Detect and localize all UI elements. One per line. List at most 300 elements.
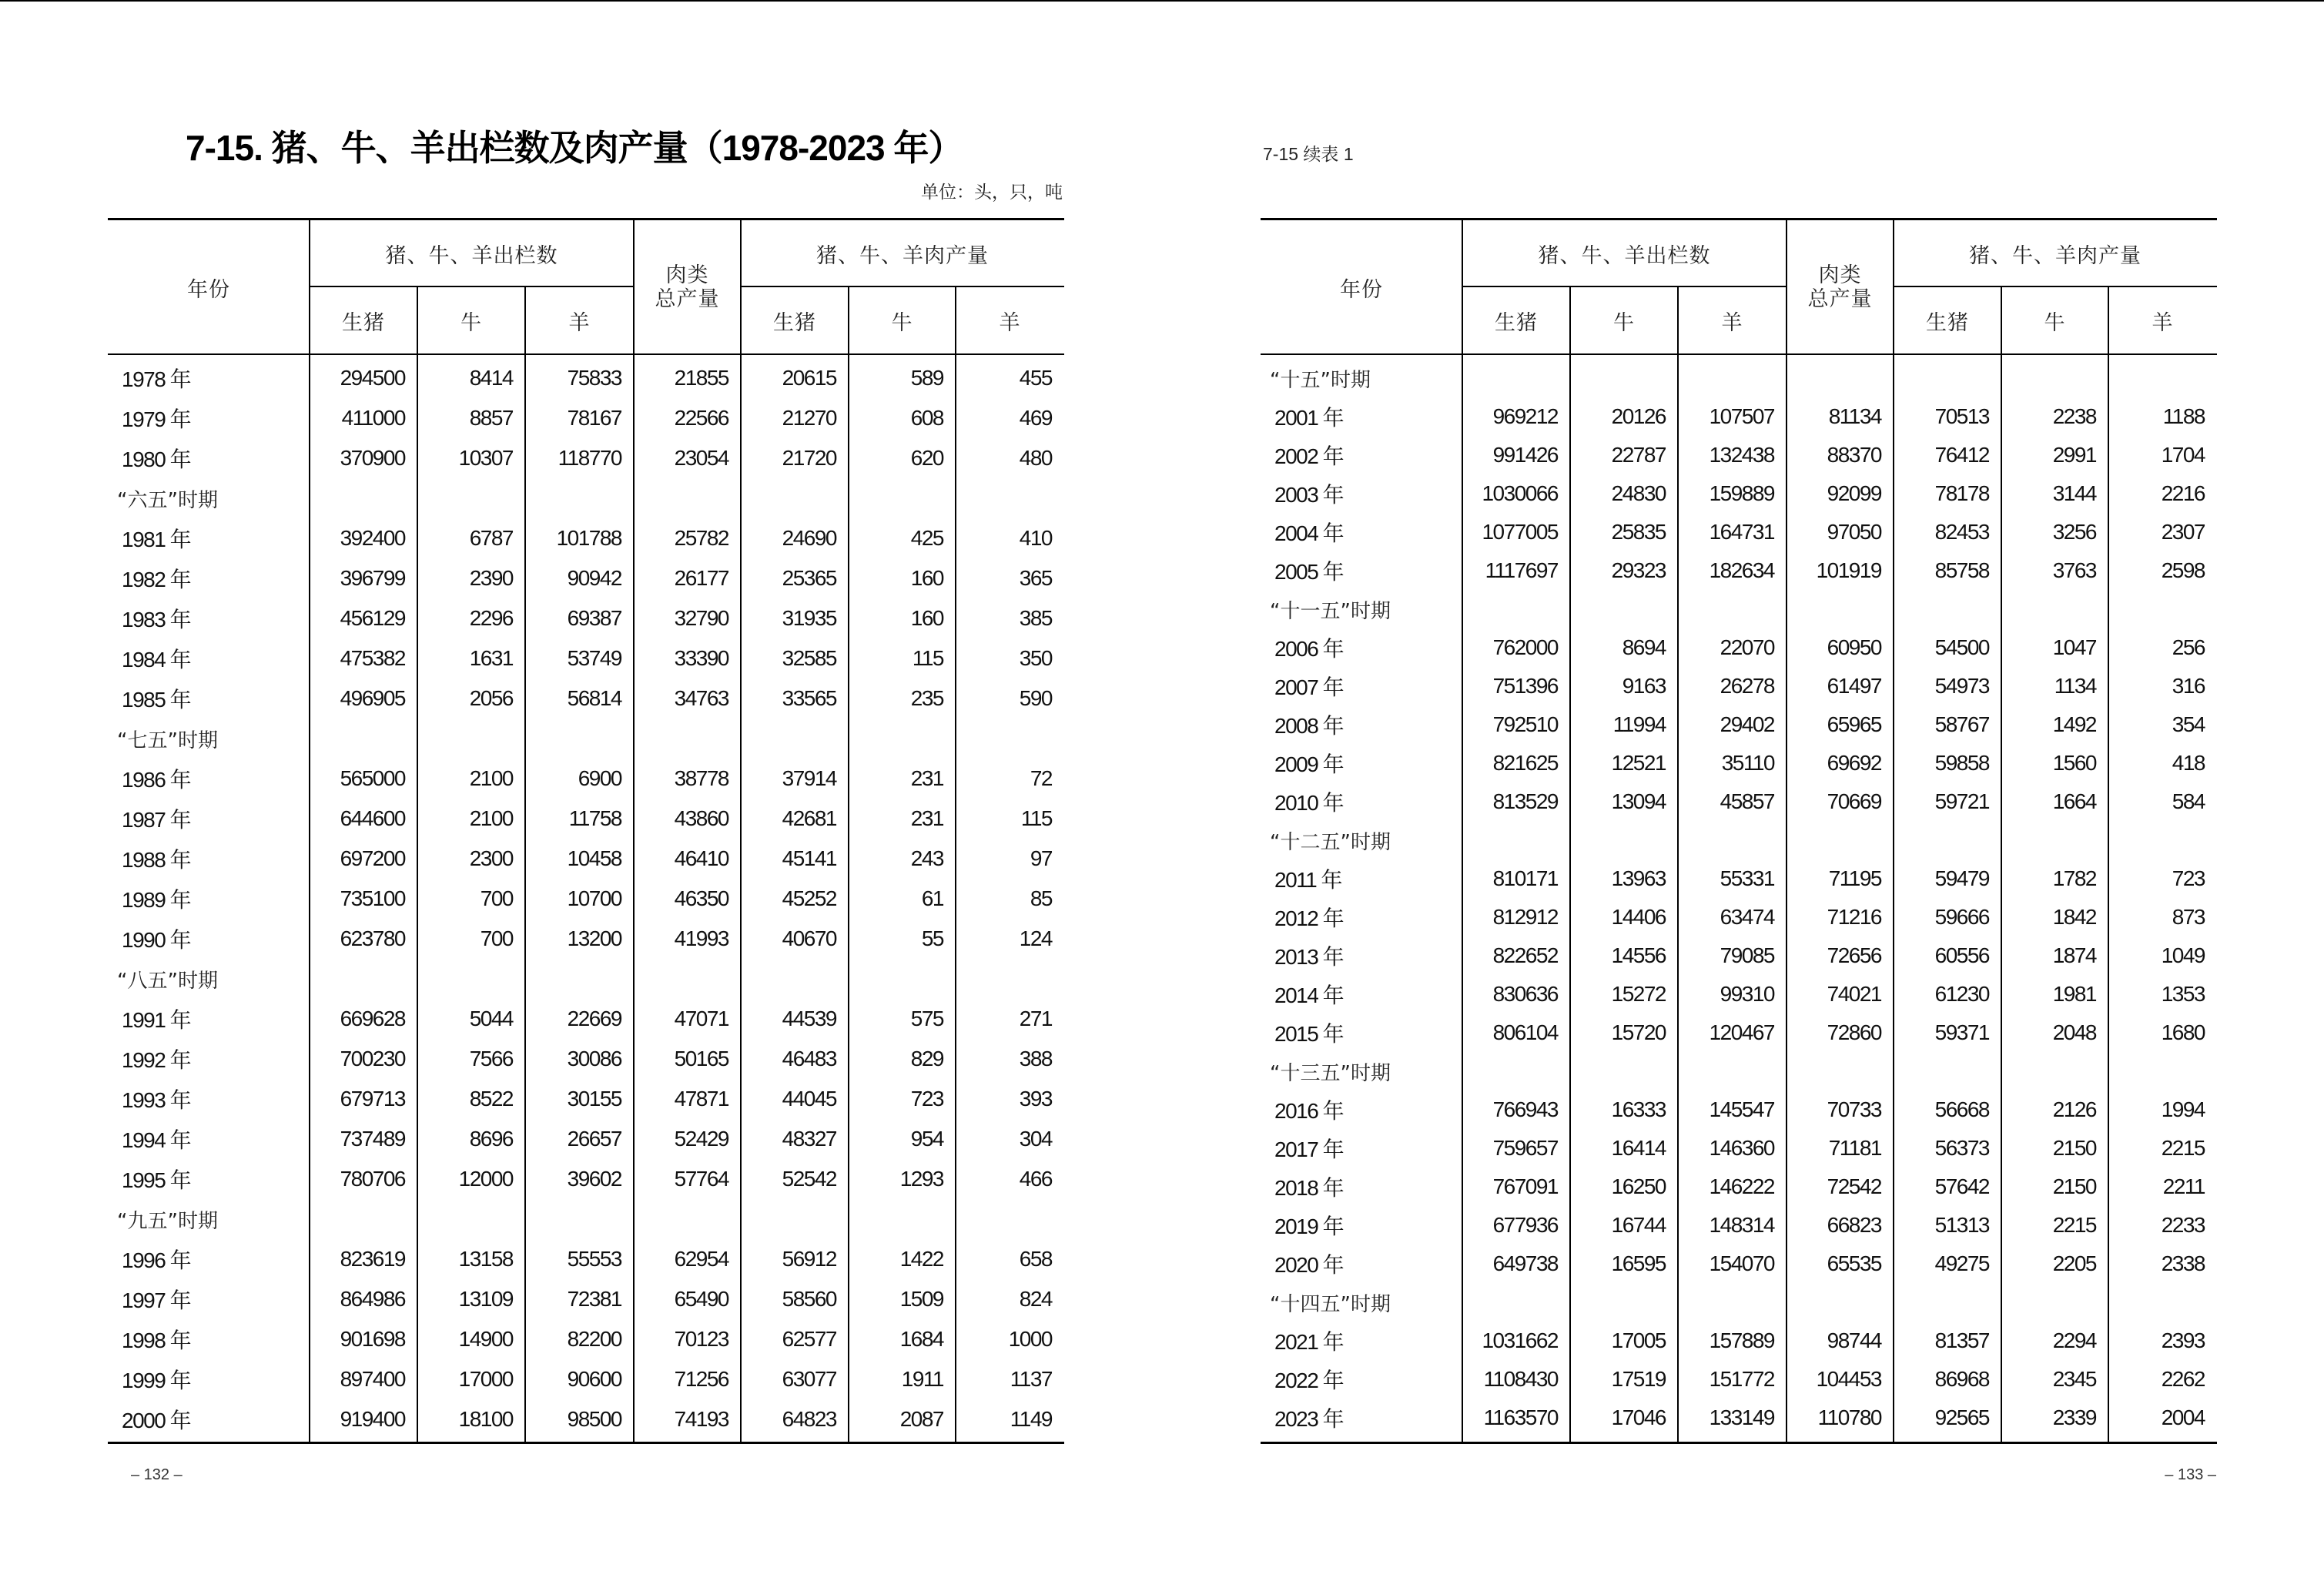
beef-output-cell: 829 xyxy=(910,1047,943,1070)
pork-output-cell: 62577 xyxy=(782,1327,836,1351)
total-meat-output-cell: 22566 xyxy=(674,406,728,430)
year-cell: 1985 年 xyxy=(122,688,191,712)
page-number: – 133 – xyxy=(2165,1466,2216,1483)
sheep-slaughtered-cell: 30155 xyxy=(567,1087,621,1111)
year-cell: 1982 年 xyxy=(122,568,191,591)
mutton-output-cell: 658 xyxy=(1019,1247,1052,1271)
table-row xyxy=(1261,898,2217,936)
pig-slaughtered-cell: 700230 xyxy=(340,1047,405,1070)
header-sheep: 羊 xyxy=(1721,310,1743,335)
mutton-output-cell: 1680 xyxy=(2161,1020,2205,1044)
statistics-table-continued xyxy=(1261,218,2217,1444)
pork-output-cell: 44045 xyxy=(782,1087,836,1111)
pork-output-cell: 54973 xyxy=(1934,674,1989,698)
beef-output-cell: 2205 xyxy=(2052,1251,2096,1275)
total-meat-output-cell: 70669 xyxy=(1827,789,1881,813)
pig-slaughtered-cell: 919400 xyxy=(340,1407,405,1431)
sheep-slaughtered-cell: 26278 xyxy=(1720,674,1774,698)
pork-output-cell: 48327 xyxy=(782,1127,836,1151)
pig-slaughtered-cell: 1108430 xyxy=(1483,1367,1558,1391)
table-row xyxy=(108,598,1064,638)
unit-label: 单位：头，只，吨 xyxy=(921,183,1063,203)
pork-output-cell: 52542 xyxy=(782,1167,836,1191)
pig-slaughtered-cell: 812912 xyxy=(1492,905,1558,929)
mutton-output-cell: 723 xyxy=(2172,866,2205,890)
beef-output-cell: 2238 xyxy=(2052,404,2096,428)
cattle-slaughtered-cell: 13109 xyxy=(458,1287,513,1311)
table-row xyxy=(108,1399,1064,1439)
sheep-slaughtered-cell: 55553 xyxy=(567,1247,621,1271)
beef-output-cell: 1492 xyxy=(2052,712,2096,736)
table-row xyxy=(1261,1168,2217,1206)
sheep-slaughtered-cell: 72381 xyxy=(567,1287,621,1311)
sheep-slaughtered-cell: 159889 xyxy=(1709,481,1774,505)
year-cell: 2000 年 xyxy=(122,1409,191,1432)
year-cell: 2015 年 xyxy=(1274,1022,1344,1046)
year-cell: 1989 年 xyxy=(122,888,191,912)
cattle-slaughtered-cell: 22787 xyxy=(1611,443,1666,467)
mutton-output-cell: 393 xyxy=(1019,1087,1052,1111)
header-year: 年份 xyxy=(187,277,230,302)
pig-slaughtered-cell: 901698 xyxy=(340,1327,405,1351)
year-cell: 1997 年 xyxy=(122,1288,191,1312)
pork-output-cell: 31935 xyxy=(782,606,836,630)
period-label: “八五”时期 xyxy=(117,969,218,993)
sheep-slaughtered-cell: 164731 xyxy=(1709,520,1774,544)
year-cell: 1996 年 xyxy=(122,1248,191,1272)
total-meat-output-cell: 71195 xyxy=(1828,866,1881,890)
pork-output-cell: 40670 xyxy=(782,926,836,950)
sheep-slaughtered-cell: 69387 xyxy=(567,606,621,630)
table-row xyxy=(1261,975,2217,1013)
total-meat-output-cell: 57764 xyxy=(674,1167,728,1191)
table-row xyxy=(1261,436,2217,474)
table-row xyxy=(1261,936,2217,975)
mutton-output-cell: 354 xyxy=(2172,712,2205,736)
pig-slaughtered-cell: 1077005 xyxy=(1482,520,1558,544)
mutton-output-cell: 466 xyxy=(1019,1167,1052,1191)
pork-output-cell: 56912 xyxy=(782,1247,836,1271)
header-total-meat-line2: 总产量 xyxy=(1807,287,1873,311)
mutton-output-cell: 85 xyxy=(1030,886,1052,910)
pork-output-cell: 46483 xyxy=(782,1047,836,1070)
year-cell: 2012 年 xyxy=(1274,906,1344,930)
table-bottom-rule xyxy=(1261,1442,2217,1444)
sheep-slaughtered-cell: 39602 xyxy=(567,1167,621,1191)
pork-output-cell: 54500 xyxy=(1934,635,1989,659)
mutton-output-cell: 2338 xyxy=(2161,1251,2205,1275)
cattle-slaughtered-cell: 17000 xyxy=(458,1367,513,1391)
mutton-output-cell: 256 xyxy=(2172,635,2205,659)
cattle-slaughtered-cell: 11994 xyxy=(1612,712,1666,736)
mutton-output-cell: 271 xyxy=(1019,1007,1052,1030)
beef-output-cell: 2150 xyxy=(2052,1136,2096,1160)
pig-slaughtered-cell: 1163570 xyxy=(1483,1405,1558,1429)
cattle-slaughtered-cell: 7566 xyxy=(469,1047,513,1070)
total-meat-output-cell: 71216 xyxy=(1827,905,1881,929)
cattle-slaughtered-cell: 16414 xyxy=(1611,1136,1666,1160)
table-row xyxy=(1261,859,2217,898)
total-meat-output-cell: 74021 xyxy=(1827,982,1881,1006)
pork-output-cell: 24690 xyxy=(782,526,836,550)
pork-output-cell: 85758 xyxy=(1934,558,1989,582)
beef-output-cell: 2126 xyxy=(2052,1097,2096,1121)
pig-slaughtered-cell: 767091 xyxy=(1492,1174,1558,1198)
pork-output-cell: 45141 xyxy=(782,846,836,870)
pig-slaughtered-cell: 649738 xyxy=(1492,1251,1558,1275)
table-row xyxy=(108,879,1064,919)
table-row xyxy=(1261,551,2217,590)
beef-output-cell: 2991 xyxy=(2052,443,2096,467)
mutton-output-cell: 2216 xyxy=(2161,481,2205,505)
beef-output-cell: 2215 xyxy=(2052,1213,2096,1237)
mutton-output-cell: 590 xyxy=(1019,686,1052,710)
total-meat-output-cell: 81134 xyxy=(1828,404,1881,428)
year-cell: 1984 年 xyxy=(122,648,191,672)
table-title: 7-15. 猪、牛、羊出栏数及肉产量（1978-2023 年） xyxy=(186,128,963,168)
sheep-slaughtered-cell: 79085 xyxy=(1720,943,1774,967)
cattle-slaughtered-cell: 25835 xyxy=(1611,520,1666,544)
table-row xyxy=(108,358,1064,398)
mutton-output-cell: 72 xyxy=(1030,766,1052,790)
table-row xyxy=(108,1159,1064,1199)
year-cell: 2022 年 xyxy=(1274,1369,1344,1392)
beef-output-cell: 1782 xyxy=(2052,866,2096,890)
header-beef: 牛 xyxy=(891,310,913,335)
year-cell: 1983 年 xyxy=(122,608,191,632)
table-row xyxy=(108,759,1064,799)
total-meat-output-cell: 66823 xyxy=(1827,1213,1881,1237)
mutton-output-cell: 1994 xyxy=(2161,1097,2205,1121)
sheep-slaughtered-cell: 11758 xyxy=(568,806,621,830)
pig-slaughtered-cell: 370900 xyxy=(340,446,405,470)
year-cell: 2014 年 xyxy=(1274,983,1344,1007)
table-row xyxy=(1261,744,2217,782)
cattle-slaughtered-cell: 12521 xyxy=(1611,751,1666,775)
beef-output-cell: 1874 xyxy=(2052,943,2096,967)
year-cell: 2019 年 xyxy=(1274,1214,1344,1238)
pig-slaughtered-cell: 759657 xyxy=(1492,1136,1558,1160)
pork-output-cell: 92565 xyxy=(1934,1405,1989,1429)
table-row xyxy=(108,1279,1064,1319)
header-total-meat-line1: 肉类 xyxy=(1818,263,1862,287)
period-row xyxy=(108,719,1064,759)
page-number: – 132 – xyxy=(131,1466,183,1483)
mutton-output-cell: 584 xyxy=(2172,789,2205,813)
cattle-slaughtered-cell: 2390 xyxy=(469,566,513,590)
pork-output-cell: 45252 xyxy=(782,886,836,910)
pig-slaughtered-cell: 644600 xyxy=(340,806,405,830)
total-meat-output-cell: 74193 xyxy=(674,1407,728,1431)
table-row xyxy=(108,999,1064,1039)
pork-output-cell: 33565 xyxy=(782,686,836,710)
table-row xyxy=(108,799,1064,839)
period-row xyxy=(108,959,1064,999)
pork-output-cell: 58560 xyxy=(782,1287,836,1311)
header-slaughter-group: 猪、牛、羊出栏数 xyxy=(385,243,558,268)
mutton-output-cell: 2598 xyxy=(2161,558,2205,582)
sheep-slaughtered-cell: 6900 xyxy=(578,766,621,790)
year-cell: 1991 年 xyxy=(122,1008,191,1032)
table-row xyxy=(1261,628,2217,667)
sheep-slaughtered-cell: 22070 xyxy=(1720,635,1774,659)
sheep-slaughtered-cell: 53749 xyxy=(567,646,621,670)
total-meat-output-cell: 88370 xyxy=(1827,443,1881,467)
header-total-meat xyxy=(634,220,741,354)
cattle-slaughtered-cell: 15720 xyxy=(1611,1020,1666,1044)
beef-output-cell: 1911 xyxy=(901,1367,943,1391)
pig-slaughtered-cell: 735100 xyxy=(340,886,405,910)
total-meat-output-cell: 38778 xyxy=(674,766,728,790)
year-cell: 2008 年 xyxy=(1274,714,1344,738)
total-meat-output-cell: 50165 xyxy=(674,1047,728,1070)
sheep-slaughtered-cell: 90942 xyxy=(567,566,621,590)
pork-output-cell: 56373 xyxy=(1934,1136,1989,1160)
total-meat-output-cell: 33390 xyxy=(674,646,728,670)
sheep-slaughtered-cell: 26657 xyxy=(567,1127,621,1151)
period-row xyxy=(108,1199,1064,1239)
sheep-slaughtered-cell: 30086 xyxy=(567,1047,621,1070)
sheep-slaughtered-cell: 146222 xyxy=(1709,1174,1774,1198)
table-row xyxy=(1261,1322,2217,1360)
pig-slaughtered-cell: 822652 xyxy=(1492,943,1558,967)
sheep-slaughtered-cell: 10700 xyxy=(567,886,621,910)
year-cell: 2013 年 xyxy=(1274,945,1344,969)
total-meat-output-cell: 65535 xyxy=(1827,1251,1881,1275)
period-label: “六五”时期 xyxy=(117,488,218,512)
beef-output-cell: 2345 xyxy=(2052,1367,2096,1391)
pork-output-cell: 57642 xyxy=(1934,1174,1989,1198)
beef-output-cell: 575 xyxy=(910,1007,943,1030)
table-row xyxy=(108,1079,1064,1119)
pig-slaughtered-cell: 475382 xyxy=(340,646,405,670)
pig-slaughtered-cell: 411000 xyxy=(341,406,405,430)
sheep-slaughtered-cell: 132438 xyxy=(1709,443,1774,467)
cattle-slaughtered-cell: 15272 xyxy=(1611,982,1666,1006)
cattle-slaughtered-cell: 2056 xyxy=(469,686,513,710)
cattle-slaughtered-cell: 9163 xyxy=(1622,674,1666,698)
total-meat-output-cell: 110780 xyxy=(1817,1405,1881,1429)
sheep-slaughtered-cell: 90600 xyxy=(567,1367,621,1391)
pork-output-cell: 56668 xyxy=(1934,1097,1989,1121)
cattle-slaughtered-cell: 8694 xyxy=(1622,635,1666,659)
mutton-output-cell: 124 xyxy=(1019,926,1052,950)
period-row xyxy=(1261,590,2217,628)
period-label: “十三五”时期 xyxy=(1270,1061,1391,1085)
pig-slaughtered-cell: 751396 xyxy=(1492,674,1558,698)
total-meat-output-cell: 72542 xyxy=(1827,1174,1881,1198)
table-body xyxy=(1261,359,2217,1437)
mutton-output-cell: 2004 xyxy=(2161,1405,2205,1429)
pork-output-cell: 21270 xyxy=(782,406,836,430)
year-cell: 1979 年 xyxy=(122,407,191,431)
pork-output-cell: 60556 xyxy=(1934,943,1989,967)
pork-output-cell: 59479 xyxy=(1934,866,1989,890)
table-row xyxy=(1261,1090,2217,1129)
year-cell: 2003 年 xyxy=(1274,483,1344,507)
sheep-slaughtered-cell: 13200 xyxy=(567,926,621,950)
header-mutton: 羊 xyxy=(2152,310,2174,335)
beef-output-cell: 1560 xyxy=(2052,751,2096,775)
period-row xyxy=(108,478,1064,518)
header-total-meat xyxy=(1787,220,1894,354)
period-label: “十一五”时期 xyxy=(1270,599,1391,623)
table-row xyxy=(1261,1013,2217,1052)
pork-output-cell: 37914 xyxy=(782,766,836,790)
year-cell: 1998 年 xyxy=(122,1328,191,1352)
mutton-output-cell: 97 xyxy=(1030,846,1052,870)
beef-output-cell: 160 xyxy=(910,566,943,590)
total-meat-output-cell: 25782 xyxy=(674,526,728,550)
period-row xyxy=(1261,359,2217,397)
pork-output-cell: 58767 xyxy=(1934,712,1989,736)
beef-output-cell: 954 xyxy=(910,1127,943,1151)
beef-output-cell: 2150 xyxy=(2052,1174,2096,1198)
cattle-slaughtered-cell: 18100 xyxy=(458,1407,513,1431)
beef-output-cell: 1664 xyxy=(2052,789,2096,813)
period-label: “九五”时期 xyxy=(117,1209,218,1233)
header-pig: 生猪 xyxy=(342,310,385,335)
beef-output-cell: 2294 xyxy=(2052,1328,2096,1352)
beef-output-cell: 243 xyxy=(910,846,943,870)
total-meat-output-cell: 47071 xyxy=(674,1007,728,1030)
mutton-output-cell: 2215 xyxy=(2161,1136,2205,1160)
pork-output-cell: 42681 xyxy=(782,806,836,830)
pig-slaughtered-cell: 737489 xyxy=(340,1127,405,1151)
beef-output-cell: 231 xyxy=(910,766,943,790)
beef-output-cell: 723 xyxy=(910,1087,943,1111)
mutton-output-cell: 873 xyxy=(2172,905,2205,929)
cattle-slaughtered-cell: 1631 xyxy=(469,646,513,670)
year-cell: 1981 年 xyxy=(122,528,191,551)
pig-slaughtered-cell: 991426 xyxy=(1492,443,1558,467)
year-cell: 2002 年 xyxy=(1274,444,1344,468)
mutton-output-cell: 1188 xyxy=(2162,404,2205,428)
period-label: “七五”时期 xyxy=(117,729,218,752)
right-page xyxy=(1162,0,2324,1588)
year-cell: 1994 年 xyxy=(122,1128,191,1152)
period-label: “十二五”时期 xyxy=(1270,830,1391,854)
pork-output-cell: 81357 xyxy=(1934,1328,1989,1352)
year-cell: 2005 年 xyxy=(1274,560,1344,584)
cattle-slaughtered-cell: 13094 xyxy=(1611,789,1666,813)
year-cell: 1988 年 xyxy=(122,848,191,872)
table-row xyxy=(108,518,1064,558)
pork-output-cell: 20615 xyxy=(782,366,836,390)
pig-slaughtered-cell: 864986 xyxy=(340,1287,405,1311)
table-row xyxy=(1261,1245,2217,1283)
total-meat-output-cell: 92099 xyxy=(1827,481,1881,505)
period-row xyxy=(1261,1052,2217,1090)
beef-output-cell: 1047 xyxy=(2052,635,2096,659)
pig-slaughtered-cell: 623780 xyxy=(340,926,405,950)
mutton-output-cell: 1137 xyxy=(1010,1367,1052,1391)
sheep-slaughtered-cell: 133149 xyxy=(1709,1405,1774,1429)
period-row xyxy=(1261,1283,2217,1322)
mutton-output-cell: 480 xyxy=(1019,446,1052,470)
header-beef: 牛 xyxy=(2044,310,2066,335)
total-meat-output-cell: 71256 xyxy=(674,1367,728,1391)
year-cell: 1978 年 xyxy=(122,367,191,391)
mutton-output-cell: 2233 xyxy=(2161,1213,2205,1237)
sheep-slaughtered-cell: 45857 xyxy=(1720,789,1774,813)
mutton-output-cell: 1149 xyxy=(1010,1407,1052,1431)
pig-slaughtered-cell: 669628 xyxy=(340,1007,405,1030)
pig-slaughtered-cell: 565000 xyxy=(340,766,405,790)
cattle-slaughtered-cell: 700 xyxy=(480,886,513,910)
pig-slaughtered-cell: 762000 xyxy=(1492,635,1558,659)
cattle-slaughtered-cell: 13158 xyxy=(458,1247,513,1271)
cattle-slaughtered-cell: 12000 xyxy=(458,1167,513,1191)
table-row xyxy=(108,1319,1064,1359)
year-cell: 2023 年 xyxy=(1274,1407,1344,1431)
pig-slaughtered-cell: 810171 xyxy=(1492,866,1558,890)
year-cell: 2011 年 xyxy=(1274,868,1341,892)
mutton-output-cell: 1704 xyxy=(2161,443,2205,467)
pork-output-cell: 61230 xyxy=(1934,982,1989,1006)
table-row xyxy=(108,1119,1064,1159)
beef-output-cell: 2048 xyxy=(2052,1020,2096,1044)
cattle-slaughtered-cell: 17046 xyxy=(1611,1405,1666,1429)
cattle-slaughtered-cell: 20126 xyxy=(1611,404,1666,428)
mutton-output-cell: 385 xyxy=(1019,606,1052,630)
header-pig: 生猪 xyxy=(1495,310,1538,335)
cattle-slaughtered-cell: 17005 xyxy=(1611,1328,1666,1352)
pork-output-cell: 59371 xyxy=(1934,1020,1989,1044)
mutton-output-cell: 2393 xyxy=(2161,1328,2205,1352)
sheep-slaughtered-cell: 22669 xyxy=(567,1007,621,1030)
pig-slaughtered-cell: 392400 xyxy=(340,526,405,550)
pork-output-cell: 59666 xyxy=(1934,905,1989,929)
sheep-slaughtered-cell: 35110 xyxy=(1721,751,1774,775)
table-body xyxy=(108,358,1064,1439)
pig-slaughtered-cell: 679713 xyxy=(340,1087,405,1111)
total-meat-output-cell: 47871 xyxy=(674,1087,728,1111)
beef-output-cell: 1422 xyxy=(899,1247,943,1271)
beef-output-cell: 2339 xyxy=(2052,1405,2096,1429)
table-row xyxy=(1261,1129,2217,1168)
continued-table-label: 7-15 续表 1 xyxy=(1263,144,1354,164)
year-cell: 2016 年 xyxy=(1274,1099,1344,1123)
beef-output-cell: 620 xyxy=(910,446,943,470)
total-meat-output-cell: 65965 xyxy=(1827,712,1881,736)
beef-output-cell: 231 xyxy=(910,806,943,830)
total-meat-output-cell: 98744 xyxy=(1827,1328,1881,1352)
pork-output-cell: 59721 xyxy=(1934,789,1989,813)
pig-slaughtered-cell: 396799 xyxy=(340,566,405,590)
header-slaughter-group: 猪、牛、羊出栏数 xyxy=(1538,243,1711,268)
header-meat-output-group: 猪、牛、羊肉产量 xyxy=(816,243,989,268)
header-cattle: 牛 xyxy=(1613,310,1635,335)
beef-output-cell: 608 xyxy=(910,406,943,430)
sheep-slaughtered-cell: 151772 xyxy=(1709,1367,1774,1391)
total-meat-output-cell: 101919 xyxy=(1816,558,1881,582)
pig-slaughtered-cell: 780706 xyxy=(340,1167,405,1191)
cattle-slaughtered-cell: 8696 xyxy=(469,1127,513,1151)
table-row xyxy=(108,839,1064,879)
header-year: 年份 xyxy=(1340,277,1383,302)
year-cell: 1992 年 xyxy=(122,1048,191,1072)
mutton-output-cell: 2307 xyxy=(2161,520,2205,544)
total-meat-output-cell: 23054 xyxy=(674,446,728,470)
sheep-slaughtered-cell: 118770 xyxy=(558,446,621,470)
table-row xyxy=(1261,474,2217,513)
table-row xyxy=(1261,782,2217,821)
mutton-output-cell: 365 xyxy=(1019,566,1052,590)
pork-output-cell: 64823 xyxy=(782,1407,836,1431)
cattle-slaughtered-cell: 14556 xyxy=(1611,943,1666,967)
total-meat-output-cell: 72656 xyxy=(1827,943,1881,967)
